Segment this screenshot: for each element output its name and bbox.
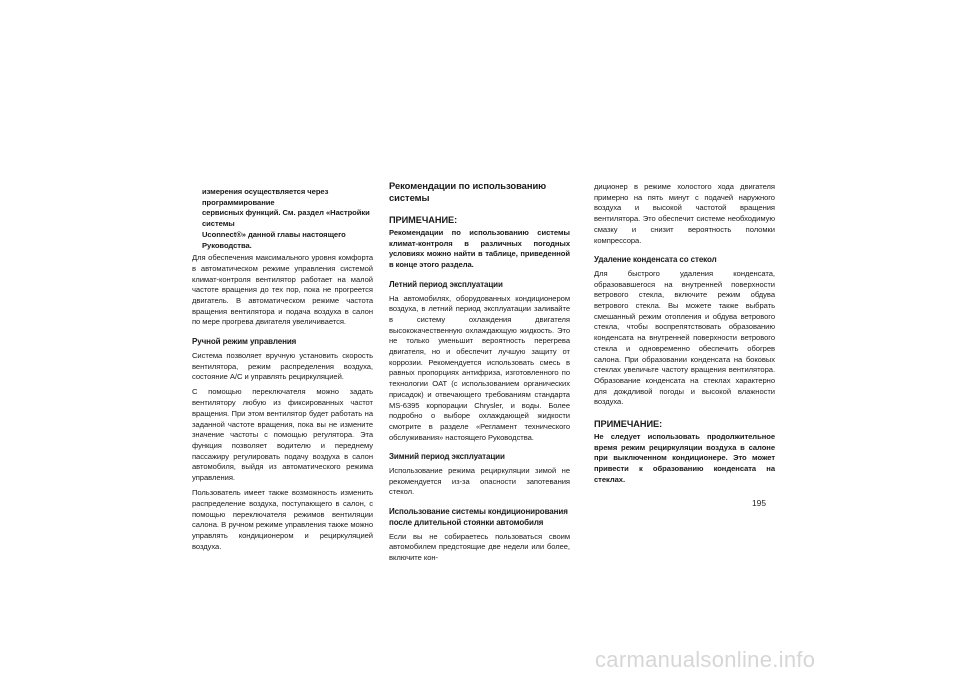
watermark-text: carmanualsonline.info (595, 647, 816, 672)
section-title-recommendations: Рекомендации по использованию системы (389, 180, 547, 203)
intro-bold-line: измерения осуществляется через программирование (202, 187, 329, 207)
text-column-left (192, 187, 373, 557)
paragraph-fan-switch: С помощью переключателя можно задать вентилятору любую из фиксированных частот вращения. При этом вентилятор будет работать на заданной частоте вращения, пока вы не измените значение частоты с помощью регулятора. Эта функция позволяет водителю и переднему пассажиру регулировать подачу воздуха в салон автомобиля, выйдя из автоматического режима управления. (192, 387, 373, 483)
paragraph-winter: Использование режима рециркуляции зимой не рекомендуется из-за опасности запотевания стекол. (389, 466, 570, 497)
note-title: ПРИМЕЧАНИЕ: (389, 215, 458, 225)
intro-bold-block (192, 187, 373, 251)
paragraph-storage-continued: диционер в режиме холостого хода двигателя примерно на пять минут с подачей наружного воздуха и высокой частотой вращения вентилятора. Это обеспечит системе необходимую смазку и снизит вероятность поломки компрессора. (594, 182, 775, 245)
page-number: 195 (752, 498, 766, 508)
heading-manual-mode: Ручной режим управления (192, 337, 297, 347)
paragraph-condensate: Для быстрого удаления конденсата, образовавшегося на внутренней поверхности ветрового стекла, включите режим обдува ветрового стекла. Вы можете также выбрать смешанный режим отопления и обдува ветрового стекла, чтобы воспрепятствовать образованию конденсата на внутренней поверхности ветрового стекла и одновременно обеспечить обогрев салона. При образовании конденсата на боковых стеклах увеличьте частоту вращения вентилятора. Образование конденсата на стеклах характерно для дождливой погоды и высокой влажности воздуха. (594, 268, 775, 407)
note-title: ПРИМЕЧАНИЕ: (594, 419, 663, 430)
note-body: Не следует использовать продолжительное время режим рециркуляции воздуха в салоне при выключенном кондиционере. Это может привести к образованию конденсата на стеклах. (594, 432, 775, 484)
paragraph-manual-overview: Система позволяет вручную установить скорость вентилятора, режим распределения воздуха, состояние A/C и управлять рециркуляцией. (192, 350, 373, 382)
paragraph-air-distribution: Пользователь имеет также возможность изменить распределение воздуха, поступающего в салон, с помощью переключателя режимов вентиляции салона. В ручном режиме управления также можно управлять кондиционером и рециркуляцией воздуха. (192, 488, 373, 551)
heading-summer: Летний период эксплуатации (389, 279, 503, 289)
intro-bold-line: Uconnect®» данной главы настоящего Руководства. (202, 229, 346, 250)
heading-winter: Зимний период эксплуатации (389, 452, 505, 462)
paragraph-summer: На автомобилях, оборудованных кондиционером воздуха, в летний период эксплуатации заливайте в систему охлаждения двигателя высококачественную охлаждающую жидкость. Это не только уменьшит вероятность перегрева двигателя, но и обеспечит лучшую защиту от коррозии. Рекомендуется использовать смесь в равных пропорциях антифриза, изготовленного по технологии OAT (с использованием органических присадок) и отвечающего требованиям стандарта MS-6395 корпорации Chrysler, и воды. Более подробно о выборе охлаждающей жидкости смотрите в разделе «Регламент технического обслуживания» настоящего Руководства. (389, 293, 570, 442)
note-body: Рекомендации по использованию системы климат-контроля в различных погодных условиях можно найти в таблице, приведенной в конце этого раздела. (389, 228, 570, 270)
text-column-middle (389, 180, 570, 568)
text-column-right (594, 182, 775, 492)
heading-condensate: Удаление конденсата со стекол (594, 255, 717, 265)
intro-bold-line: сервисных функций. См. раздел «Настройки системы (202, 208, 370, 229)
paragraph-auto-comfort: Для обеспечения максимального уровня комфорта в автоматическом режиме управления системой климат-контроля вентилятор работает на малой частоте вращения до тех пор, пока не прогреется двигатель. В автоматическом режиме частота вращения вентилятора и подача воздуха в салон по мере прогрева двигателя увеличивается. (192, 253, 373, 327)
heading-storage: Использование системы кондиционирования после длительной стоянки автомобиля (389, 507, 568, 527)
paragraph-storage: Если вы не собираетесь пользоваться своим автомобилем предстоящие две недели или более, включите кон- (389, 531, 570, 562)
